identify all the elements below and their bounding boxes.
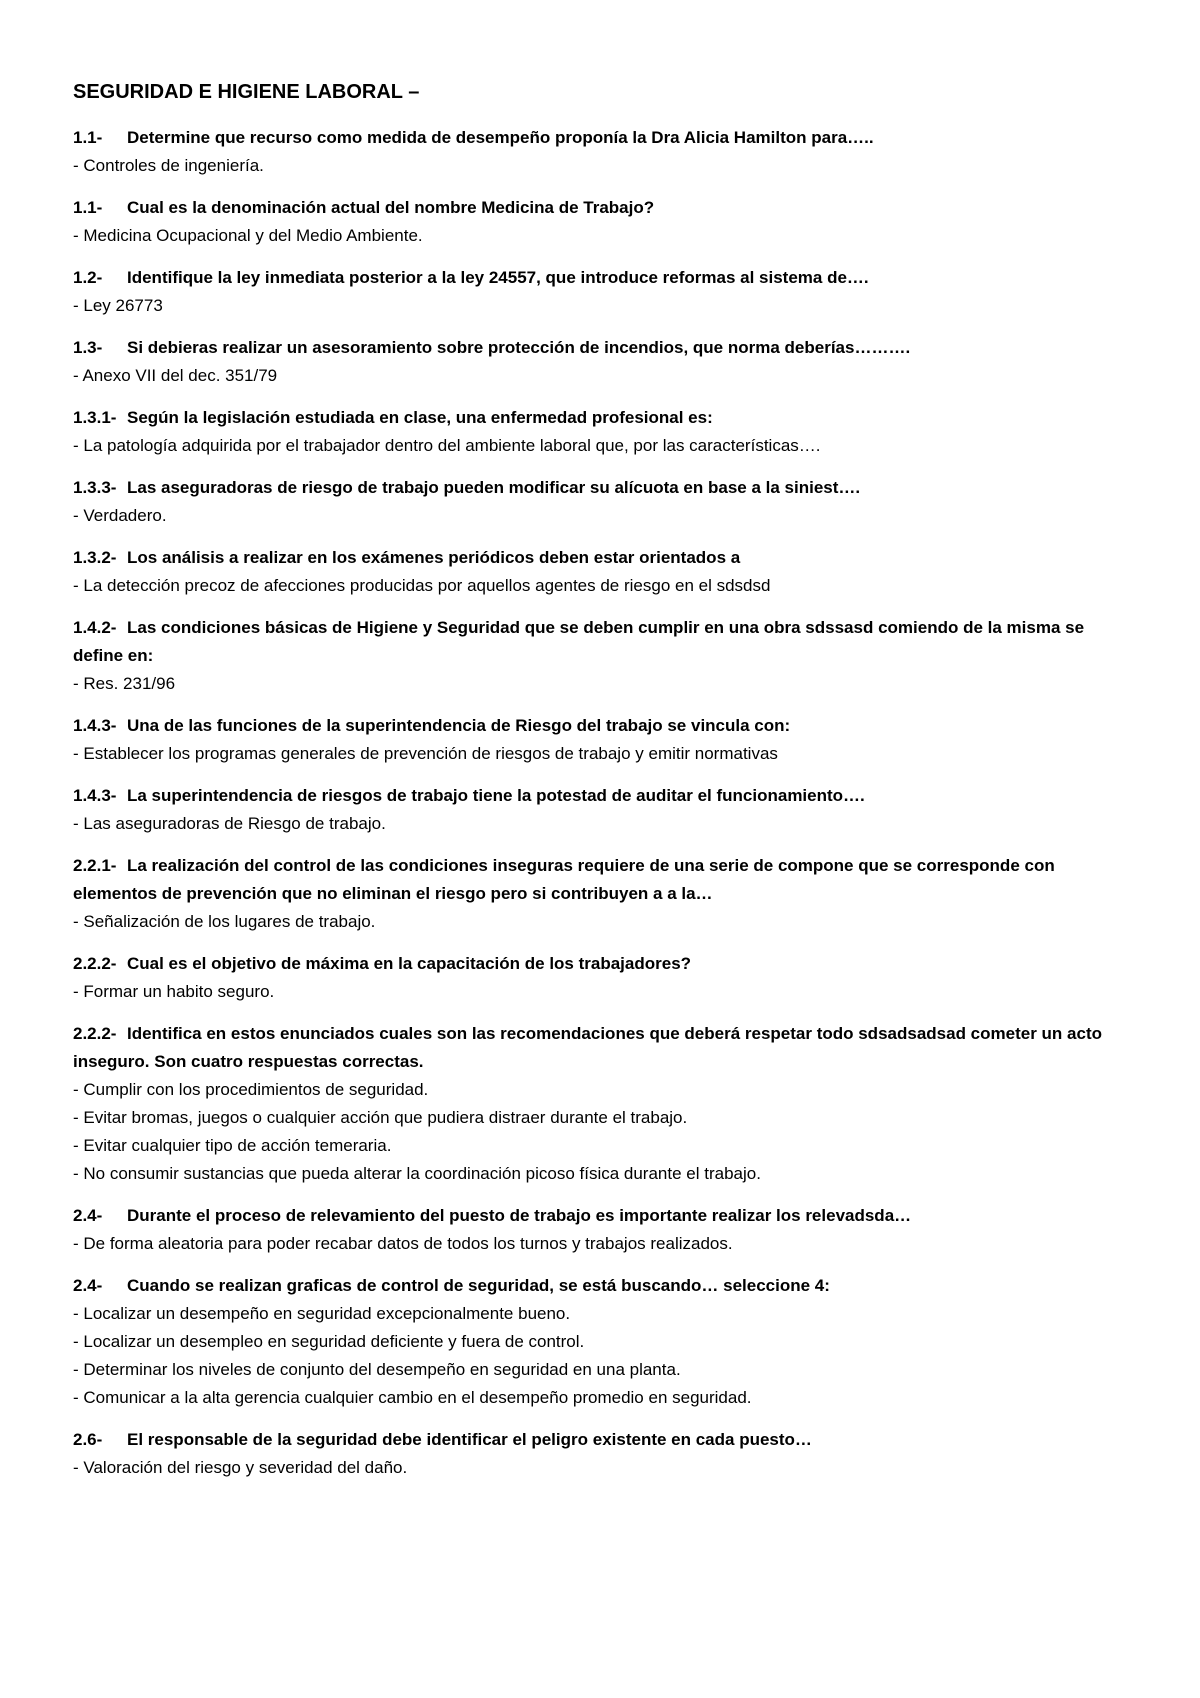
answer-text: - Comunicar a la alta gerencia cualquier cambio en el desempeño promedio en seguridad.	[73, 1388, 752, 1407]
question-block	[73, 264, 1133, 320]
question-block	[73, 614, 1133, 698]
question-number: 1.1-	[73, 198, 103, 217]
question-label: Durante el proceso de relevamiento del puesto de trabajo es importante realizar los relevadsda…	[127, 1206, 912, 1225]
answer-text: - Medicina Ocupacional y del Medio Ambiente.	[73, 226, 423, 245]
question-number: 2.2.1-	[73, 856, 117, 875]
question-block	[73, 194, 1133, 250]
question-label: Las aseguradoras de riesgo de trabajo pueden modificar su alícuota en base a la siniest….	[127, 478, 861, 497]
document-title: SEGURIDAD E HIGIENE LABORAL –	[73, 81, 420, 103]
question-block	[73, 1272, 1133, 1412]
question-label: Cuando se realizan graficas de control de seguridad, se está buscando… seleccione 4:	[127, 1276, 830, 1295]
answer-text: - Verdadero.	[73, 506, 167, 525]
answer-text: - Valoración del riesgo y severidad del daño.	[73, 1458, 408, 1477]
question-text	[73, 1202, 1133, 1230]
question-number: 1.4.3-	[73, 716, 117, 735]
question-number: 2.4-	[73, 1206, 103, 1225]
question-block	[73, 474, 1133, 530]
answer-text: - Localizar un desempeño en seguridad excepcionalmente bueno.	[73, 1304, 571, 1323]
question-block	[73, 334, 1133, 390]
answer-text: - Determinar los niveles de conjunto del desempeño en seguridad en una planta.	[73, 1360, 681, 1379]
question-text	[73, 852, 1133, 908]
question-label: El responsable de la seguridad debe identificar el peligro existente en cada puesto…	[127, 1430, 812, 1449]
question-block	[73, 712, 1133, 768]
document-page	[73, 78, 1133, 1496]
question-text	[73, 950, 1133, 978]
question-block	[73, 950, 1133, 1006]
question-text	[73, 264, 1133, 292]
question-label: La superintendencia de riesgos de trabajo tiene la potestad de auditar el funcionamiento….	[127, 786, 865, 805]
question-number: 2.2.2-	[73, 1024, 117, 1043]
question-text	[73, 334, 1133, 362]
question-label: Si debieras realizar un asesoramiento sobre protección de incendios, que norma deberías……….	[127, 338, 911, 357]
answer-text: - Evitar cualquier tipo de acción temeraria.	[73, 1136, 392, 1155]
answer-text: - Las aseguradoras de Riesgo de trabajo.	[73, 814, 386, 833]
answer-text: - Cumplir con los procedimientos de seguridad.	[73, 1080, 429, 1099]
question-label: Determine que recurso como medida de desempeño proponía la Dra Alicia Hamilton para…..	[127, 128, 874, 147]
question-label: Una de las funciones de la superintendencia de Riesgo del trabajo se vincula con:	[127, 716, 791, 735]
question-label: Identifica en estos enunciados cuales son las recomendaciones que deberá respetar todo sdsadsadsad cometer un acto inseguro. Son cuatro respuestas correctas.	[73, 1024, 1102, 1071]
question-block	[73, 852, 1133, 936]
answer-text: - La patología adquirida por el trabajador dentro del ambiente laboral que, por las características….	[73, 436, 821, 455]
question-block	[73, 1202, 1133, 1258]
question-text	[73, 712, 1133, 740]
question-number: 2.4-	[73, 1276, 103, 1295]
question-number: 2.2.2-	[73, 954, 117, 973]
question-block	[73, 124, 1133, 180]
answer-text: - Controles de ingeniería.	[73, 156, 264, 175]
answer-text: - Anexo VII del dec. 351/79	[73, 366, 278, 385]
answer-text: - Formar un habito seguro.	[73, 982, 275, 1001]
question-label: La realización del control de las condiciones inseguras requiere de una serie de compone que se corresponde con elementos de prevención que no eliminan el riesgo pero si contribuyen a a la…	[73, 856, 1055, 903]
question-block	[73, 1426, 1133, 1482]
question-text	[73, 474, 1133, 502]
question-number: 1.3.2-	[73, 548, 117, 567]
answer-text: - Evitar bromas, juegos o cualquier acción que pudiera distraer durante el trabajo.	[73, 1108, 688, 1127]
question-text	[73, 194, 1133, 222]
question-text	[73, 404, 1133, 432]
question-label: Identifique la ley inmediata posterior a la ley 24557, que introduce reformas al sistema de….	[127, 268, 869, 287]
question-number: 1.2-	[73, 268, 103, 287]
answer-text: - De forma aleatoria para poder recabar datos de todos los turnos y trabajos realizados.	[73, 1234, 733, 1253]
question-number: 2.6-	[73, 1430, 103, 1449]
question-label: Los análisis a realizar en los exámenes periódicos deben estar orientados a	[127, 548, 741, 567]
question-list	[73, 124, 1133, 1482]
question-text	[73, 124, 1133, 152]
question-block	[73, 1020, 1133, 1188]
question-text	[73, 782, 1133, 810]
question-text	[73, 1426, 1133, 1454]
answer-text: - Establecer los programas generales de prevención de riesgos de trabajo y emitir normativas	[73, 744, 778, 763]
question-text	[73, 1020, 1133, 1076]
question-number: 1.3.1-	[73, 408, 117, 427]
question-text	[73, 544, 1133, 572]
question-number: 1.1-	[73, 128, 103, 147]
question-text	[73, 1272, 1133, 1300]
answer-text: - Señalización de los lugares de trabajo.	[73, 912, 376, 931]
answer-text: - Ley 26773	[73, 296, 163, 315]
question-number: 1.4.2-	[73, 618, 117, 637]
answer-text: - Res. 231/96	[73, 674, 176, 693]
question-block	[73, 782, 1133, 838]
question-text	[73, 614, 1133, 670]
question-label: Cual es el objetivo de máxima en la capacitación de los trabajadores?	[127, 954, 692, 973]
question-block	[73, 404, 1133, 460]
answer-text: - No consumir sustancias que pueda alterar la coordinación picoso física durante el trabajo.	[73, 1164, 761, 1183]
question-number: 1.3.3-	[73, 478, 117, 497]
question-label: Cual es la denominación actual del nombre Medicina de Trabajo?	[127, 198, 655, 217]
answer-text: - Localizar un desempleo en seguridad deficiente y fuera de control.	[73, 1332, 585, 1351]
question-label: Las condiciones básicas de Higiene y Seguridad que se deben cumplir en una obra sdssasd comiendo de la misma se define en:	[73, 618, 1085, 665]
question-block	[73, 544, 1133, 600]
question-label: Según la legislación estudiada en clase, una enfermedad profesional es:	[127, 408, 713, 427]
question-number: 1.3-	[73, 338, 103, 357]
answer-text: - La detección precoz de afecciones producidas por aquellos agentes de riesgo en el sdsdsd	[73, 576, 771, 595]
question-number: 1.4.3-	[73, 786, 117, 805]
